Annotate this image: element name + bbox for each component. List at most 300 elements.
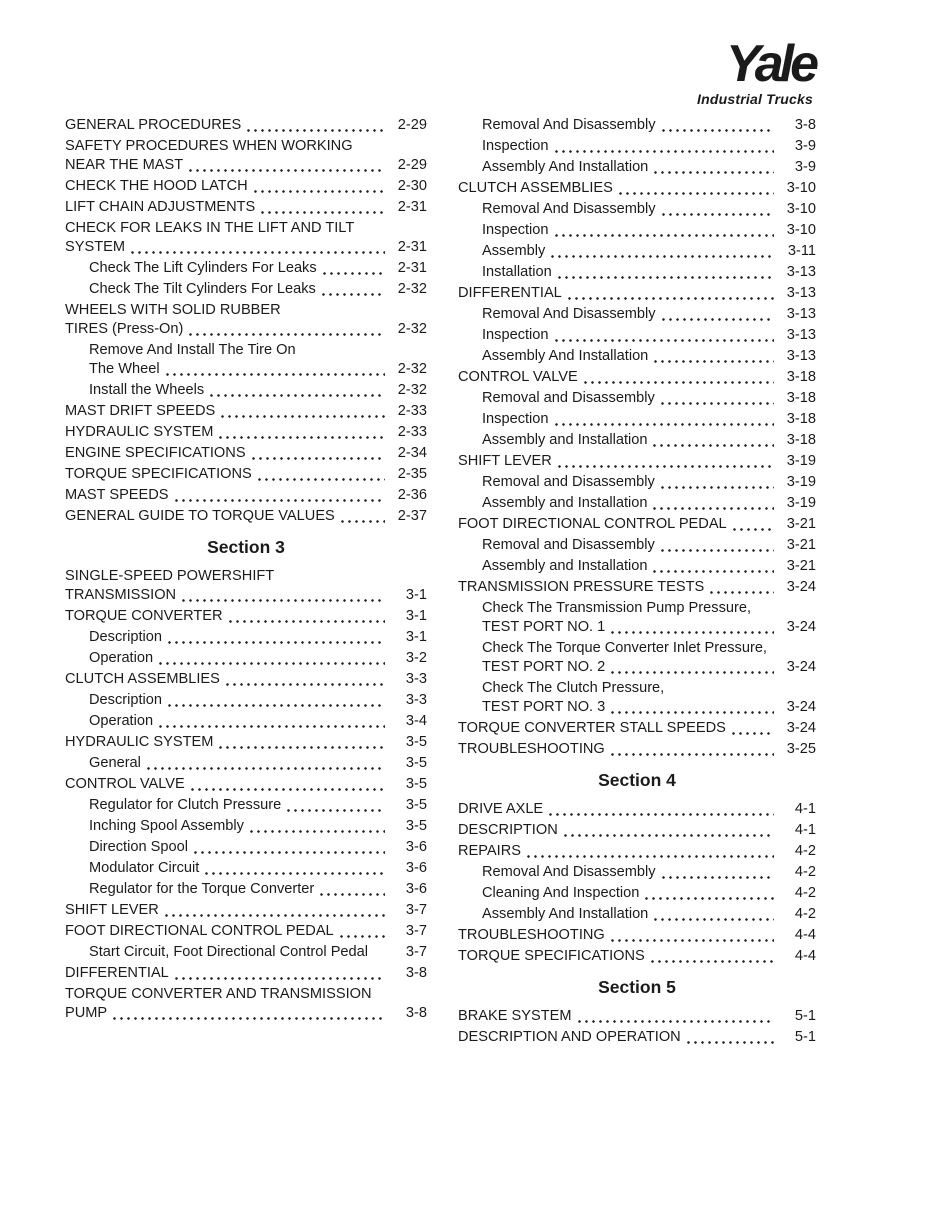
leader-dots	[653, 494, 774, 513]
leader-dots	[654, 158, 774, 177]
page-number: 3-5	[405, 797, 427, 813]
page-number: 3-24	[786, 699, 816, 715]
toc-entry	[458, 368, 816, 387]
toc-entry-line	[65, 733, 427, 752]
entry-title: SHIFT LEVER	[65, 902, 159, 918]
toc-entry-line	[89, 691, 427, 710]
entry-title: General	[89, 755, 141, 771]
entry-title: Check The Transmission Pump Pressure,	[482, 600, 752, 616]
page-number: 3-7	[405, 923, 427, 939]
toc-entry	[65, 901, 427, 920]
toc-entry-line	[482, 263, 816, 282]
toc-entry-line	[458, 284, 816, 303]
toc-entry-line	[482, 221, 816, 240]
toc-entry-line	[482, 116, 816, 135]
leader-dots	[210, 381, 385, 400]
leader-dots	[191, 775, 385, 794]
toc-entry-line	[482, 599, 816, 618]
toc-entry	[65, 507, 427, 526]
toc-entry-line	[89, 838, 427, 857]
yale-logo	[697, 35, 815, 107]
toc-entry-line	[482, 410, 816, 429]
toc-entry	[458, 473, 816, 492]
toc-entry	[458, 884, 816, 903]
entry-title: Inspection	[482, 327, 549, 343]
entry-title: TROUBLESHOOTING	[458, 927, 605, 943]
page-number: 5-1	[794, 1008, 816, 1024]
entry-title: Check The Clutch Pressure,	[482, 680, 665, 696]
page-number: 3-21	[786, 558, 816, 574]
leader-dots	[710, 578, 774, 597]
toc-entry	[65, 280, 427, 299]
toc-entry-line	[89, 381, 427, 400]
toc-entry	[458, 242, 816, 261]
entry-title: FOOT DIRECTIONAL CONTROL PEDAL	[458, 516, 727, 532]
toc-entry-line	[482, 557, 816, 576]
section-heading: Section 5	[598, 977, 676, 997]
page-number: 4-1	[794, 801, 816, 817]
toc-entry-line	[65, 423, 427, 442]
toc-entry-line	[482, 158, 816, 177]
section-heading: Section 3	[207, 537, 285, 557]
entry-title: Inspection	[482, 138, 549, 154]
toc-entry	[65, 880, 427, 899]
toc-entry-line	[458, 740, 816, 759]
toc-column-left	[65, 114, 427, 1049]
page-number: 3-10	[786, 180, 816, 196]
leader-dots	[341, 507, 385, 526]
toc-entry	[458, 326, 816, 345]
toc-entry	[458, 263, 816, 282]
entry-title: Direction Spool	[89, 839, 188, 855]
toc-entry	[458, 389, 816, 408]
toc-entry	[458, 158, 816, 177]
toc-entry	[65, 733, 427, 752]
page-number: 3-21	[786, 537, 816, 553]
leader-dots	[662, 305, 774, 324]
toc-entry	[65, 985, 427, 1023]
toc-entry	[65, 137, 427, 175]
toc-entry-line	[65, 301, 427, 320]
leader-dots	[662, 116, 774, 135]
toc-entry	[458, 740, 816, 759]
page-number: 3-2	[405, 650, 427, 666]
entry-title: SINGLE-SPEED POWERSHIFT	[65, 568, 275, 584]
entry-title: HYDRAULIC SYSTEM	[65, 734, 214, 750]
page-number: 2-29	[397, 157, 427, 173]
toc-entry	[458, 557, 816, 576]
leader-dots	[662, 200, 774, 219]
toc-entry-line	[458, 1028, 816, 1047]
entry-title: Removal and Disassembly	[482, 474, 655, 490]
toc-entry-line	[89, 360, 427, 379]
toc-entry-line	[89, 712, 427, 731]
page-number: 3-13	[786, 348, 816, 364]
leader-dots	[159, 649, 385, 668]
toc-entry-line	[65, 177, 427, 196]
entry-title: TEST PORT NO. 1	[482, 619, 606, 635]
entry-title: Regulator for the Torque Converter	[89, 881, 315, 897]
toc-entry-line	[89, 628, 427, 647]
entry-title: BRAKE SYSTEM	[458, 1008, 572, 1024]
toc-entry	[65, 670, 427, 689]
entry-title: Inching Spool Assembly	[89, 818, 244, 834]
toc-entry	[458, 116, 816, 135]
entry-title: Check The Tilt Cylinders For Leaks	[89, 281, 316, 297]
entry-title: DRIVE AXLE	[458, 801, 544, 817]
entry-title: CONTROL VALVE	[65, 776, 185, 792]
toc-entry	[65, 649, 427, 668]
entry-title: TORQUE CONVERTER	[65, 608, 223, 624]
toc-entry-line	[65, 985, 427, 1004]
entry-title: Removal And Disassembly	[482, 864, 656, 880]
entry-title: SAFETY PROCEDURES WHEN WORKING	[65, 138, 353, 154]
toc-entry	[458, 200, 816, 219]
page-number: 2-29	[397, 117, 427, 133]
toc-entry-line	[482, 698, 816, 717]
toc-entry	[65, 817, 427, 836]
toc-entry-line	[65, 320, 427, 339]
toc-entry	[65, 465, 427, 484]
toc-entry-line	[482, 326, 816, 345]
toc-entry	[458, 305, 816, 324]
entry-title: Assembly and Installation	[482, 495, 648, 511]
toc-entry-line	[458, 821, 816, 840]
toc-entry-line	[482, 863, 816, 882]
entry-title: CHECK FOR LEAKS IN THE LIFT AND TILT	[65, 220, 355, 236]
leader-dots	[549, 800, 774, 819]
entry-title: TEST PORT NO. 2	[482, 659, 606, 675]
toc-entry-line	[482, 639, 816, 658]
page-number: 4-2	[794, 864, 816, 880]
toc-entry-line	[458, 179, 816, 198]
toc-column-right	[458, 114, 816, 1049]
toc-entry-line	[458, 947, 816, 966]
toc-entry-line	[89, 943, 427, 962]
leader-dots	[182, 586, 385, 605]
page-number: 2-32	[397, 281, 427, 297]
toc-entry-line	[65, 607, 427, 626]
leader-dots	[219, 733, 385, 752]
entry-title: CLUTCH ASSEMBLIES	[65, 671, 220, 687]
toc-entry	[458, 599, 816, 637]
page-number: 3-9	[794, 159, 816, 175]
toc-entry-line	[65, 444, 427, 463]
toc-entry	[65, 775, 427, 794]
toc-entry-line	[458, 719, 816, 738]
leader-dots	[551, 242, 774, 261]
page-number: 4-2	[794, 843, 816, 859]
entry-title: Regulator for Clutch Pressure	[89, 797, 282, 813]
toc-entry-line	[65, 567, 427, 586]
page-number: 3-18	[786, 369, 816, 385]
entry-title: DESCRIPTION AND OPERATION	[458, 1029, 681, 1045]
toc-entry	[65, 567, 427, 605]
leader-dots	[732, 719, 774, 738]
page-number: 3-4	[405, 713, 427, 729]
page-number: 2-36	[397, 487, 427, 503]
entry-title: FOOT DIRECTIONAL CONTROL PEDAL	[65, 923, 334, 939]
leader-dots	[165, 901, 385, 920]
leader-dots	[131, 238, 385, 257]
entry-title: Assembly and Installation	[482, 432, 648, 448]
toc-entry-line	[482, 137, 816, 156]
entry-title: TORQUE SPECIFICATIONS	[65, 466, 252, 482]
leader-dots	[147, 754, 385, 773]
leader-dots	[250, 817, 385, 836]
page-number: 4-4	[794, 948, 816, 964]
page-number: 2-34	[397, 445, 427, 461]
toc-entry	[65, 341, 427, 379]
toc-entry	[65, 423, 427, 442]
toc-entry-line	[89, 880, 427, 899]
toc-entry	[65, 177, 427, 196]
leader-dots	[555, 326, 774, 345]
entry-title: REPAIRS	[458, 843, 521, 859]
leader-dots	[252, 444, 385, 463]
toc-entry	[458, 431, 816, 450]
toc-entry-line	[458, 368, 816, 387]
leader-dots	[661, 389, 774, 408]
toc-entry	[458, 221, 816, 240]
leader-dots	[611, 740, 774, 759]
toc-entry	[458, 926, 816, 945]
toc-entry-line	[65, 156, 427, 175]
page-number: 3-1	[405, 608, 427, 624]
leader-dots	[661, 536, 774, 555]
entry-title: Cleaning And Inspection	[482, 885, 640, 901]
toc-entry	[65, 301, 427, 339]
page-number: 3-9	[794, 138, 816, 154]
entry-title: SHIFT LEVER	[458, 453, 552, 469]
leader-dots	[651, 947, 774, 966]
page-number: 2-32	[397, 382, 427, 398]
toc-entry-line	[458, 842, 816, 861]
toc-entry-line	[482, 658, 816, 677]
toc-entry-line	[89, 259, 427, 278]
page-number: 3-24	[786, 619, 816, 635]
leader-dots	[166, 360, 385, 379]
page-number: 2-30	[397, 178, 427, 194]
entry-title: Check The Torque Converter Inlet Pressure,	[482, 640, 767, 656]
entry-title: DIFFERENTIAL	[65, 965, 169, 981]
page-number: 2-33	[397, 403, 427, 419]
toc-entry-line	[89, 280, 427, 299]
page-number: 4-1	[794, 822, 816, 838]
page-number: 3-24	[786, 579, 816, 595]
leader-dots	[653, 557, 774, 576]
toc-entry-line	[458, 800, 816, 819]
toc-entry	[458, 347, 816, 366]
page-number: 3-21	[786, 516, 816, 532]
page-number: 3-7	[405, 902, 427, 918]
toc-entry-line	[482, 536, 816, 555]
toc-entry-line	[482, 389, 816, 408]
toc-entry	[458, 1028, 816, 1047]
entry-title: CHECK THE HOOD LATCH	[65, 178, 248, 194]
toc-entry	[65, 796, 427, 815]
entry-title: TORQUE CONVERTER STALL SPEEDS	[458, 720, 726, 736]
leader-dots	[611, 658, 774, 677]
toc-entry-line	[65, 507, 427, 526]
page-number: 3-1	[405, 629, 427, 645]
toc-entry	[65, 444, 427, 463]
toc-entry	[65, 259, 427, 278]
yale-logo-tagline: Industrial Trucks	[697, 91, 813, 107]
toc-entry	[65, 838, 427, 857]
entry-title: TEST PORT NO. 3	[482, 699, 606, 715]
entry-title: Operation	[89, 650, 154, 666]
page-number: 3-6	[405, 839, 427, 855]
toc-entry-line	[482, 200, 816, 219]
leader-dots	[619, 179, 774, 198]
page-number: 3-19	[786, 474, 816, 490]
yale-logo-brand: Yale	[725, 35, 815, 93]
toc-entry	[65, 219, 427, 257]
toc-entry	[65, 859, 427, 878]
toc-entry-line	[482, 884, 816, 903]
page-number: 2-31	[397, 239, 427, 255]
leader-dots	[555, 410, 774, 429]
page-number: 5-1	[794, 1029, 816, 1045]
leader-dots	[159, 712, 385, 731]
page-number: 2-33	[397, 424, 427, 440]
entry-title: HYDRAULIC SYSTEM	[65, 424, 214, 440]
page-number: 2-35	[397, 466, 427, 482]
page-number: 4-2	[794, 885, 816, 901]
entry-title: Assembly And Installation	[482, 906, 649, 922]
page-number: 3-5	[405, 818, 427, 834]
entry-title: Check The Lift Cylinders For Leaks	[89, 260, 317, 276]
leader-dots	[175, 964, 385, 983]
leader-dots	[733, 515, 774, 534]
toc-entry	[65, 964, 427, 983]
toc-entry	[65, 116, 427, 135]
leader-dots	[219, 423, 385, 442]
toc-entry	[458, 842, 816, 861]
page-number: 2-31	[397, 199, 427, 215]
page-number: 2-32	[397, 321, 427, 337]
toc-entry-line	[482, 473, 816, 492]
toc-entry	[458, 284, 816, 303]
toc-entry-line	[458, 926, 816, 945]
toc-entry-line	[65, 901, 427, 920]
toc-entry-line	[65, 137, 427, 156]
leader-dots	[221, 402, 385, 421]
page-number: 3-18	[786, 432, 816, 448]
entry-title: The Wheel	[89, 361, 160, 377]
toc-entry	[458, 578, 816, 597]
entry-title: LIFT CHAIN ADJUSTMENTS	[65, 199, 256, 215]
page-number: 3-3	[405, 671, 427, 687]
toc-entry	[458, 639, 816, 677]
page-number: 3-10	[786, 222, 816, 238]
entry-title: Assembly	[482, 243, 546, 259]
toc-entry	[458, 863, 816, 882]
entry-title: GENERAL PROCEDURES	[65, 117, 242, 133]
toc-entry-line	[89, 859, 427, 878]
leader-dots	[527, 842, 774, 861]
page-number: 3-3	[405, 692, 427, 708]
toc-entry	[458, 494, 816, 513]
leader-dots	[287, 796, 385, 815]
leader-dots	[611, 698, 774, 717]
leader-dots	[340, 922, 385, 941]
toc-entry-line	[482, 347, 816, 366]
page-number: 3-13	[786, 285, 816, 301]
page-number: 3-8	[794, 117, 816, 133]
entry-title: TROUBLESHOOTING	[458, 741, 605, 757]
entry-title: GENERAL GUIDE TO TORQUE VALUES	[65, 508, 335, 524]
entry-title: Removal and Disassembly	[482, 390, 655, 406]
toc-entry-line	[65, 402, 427, 421]
toc-entry	[65, 486, 427, 505]
entry-title: Remove And Install The Tire On	[89, 342, 296, 358]
toc-entry-line	[65, 198, 427, 217]
entry-title: Inspection	[482, 222, 549, 238]
leader-dots	[194, 838, 385, 857]
leader-dots	[320, 880, 385, 899]
leader-dots	[261, 198, 385, 217]
entry-title: Assembly And Installation	[482, 348, 649, 364]
leader-dots	[258, 465, 385, 484]
toc-entry-line	[89, 796, 427, 815]
leader-dots	[175, 486, 385, 505]
page-number: 2-37	[397, 508, 427, 524]
page-number: 3-18	[786, 411, 816, 427]
toc-entry-line	[65, 922, 427, 941]
leader-dots	[323, 259, 385, 278]
toc-entry-line	[65, 116, 427, 135]
leader-dots	[654, 905, 774, 924]
toc-entry	[458, 1007, 816, 1026]
toc-entry-line	[89, 817, 427, 836]
leader-dots	[254, 177, 385, 196]
page-number: 3-24	[786, 720, 816, 736]
entry-title: Description	[89, 629, 162, 645]
page-number: 3-18	[786, 390, 816, 406]
leader-dots	[611, 618, 774, 637]
leader-dots	[555, 137, 774, 156]
toc-entry	[458, 452, 816, 471]
page-number: 3-13	[786, 306, 816, 322]
entry-title: CLUTCH ASSEMBLIES	[458, 180, 613, 196]
toc-entry-line	[458, 578, 816, 597]
page-number: 3-24	[786, 659, 816, 675]
leader-dots	[687, 1028, 774, 1047]
page-number: 3-5	[405, 755, 427, 771]
leader-dots	[653, 431, 774, 450]
toc-entry-line	[482, 905, 816, 924]
page-number: 3-19	[786, 495, 816, 511]
page-number: 3-19	[786, 453, 816, 469]
leader-dots	[558, 452, 774, 471]
entry-title: Removal And Disassembly	[482, 201, 656, 217]
toc-entry	[458, 679, 816, 717]
toc-entry-line	[65, 1004, 427, 1023]
page-number: 4-4	[794, 927, 816, 943]
page-number: 3-5	[405, 734, 427, 750]
page-number: 3-8	[405, 965, 427, 981]
page-number: 3-1	[405, 587, 427, 603]
leader-dots	[661, 473, 774, 492]
leader-dots	[113, 1004, 385, 1023]
table-of-contents	[65, 114, 816, 1049]
toc-entry	[65, 754, 427, 773]
leader-dots	[322, 280, 385, 299]
toc-entry-line	[65, 219, 427, 238]
toc-entry	[65, 402, 427, 421]
